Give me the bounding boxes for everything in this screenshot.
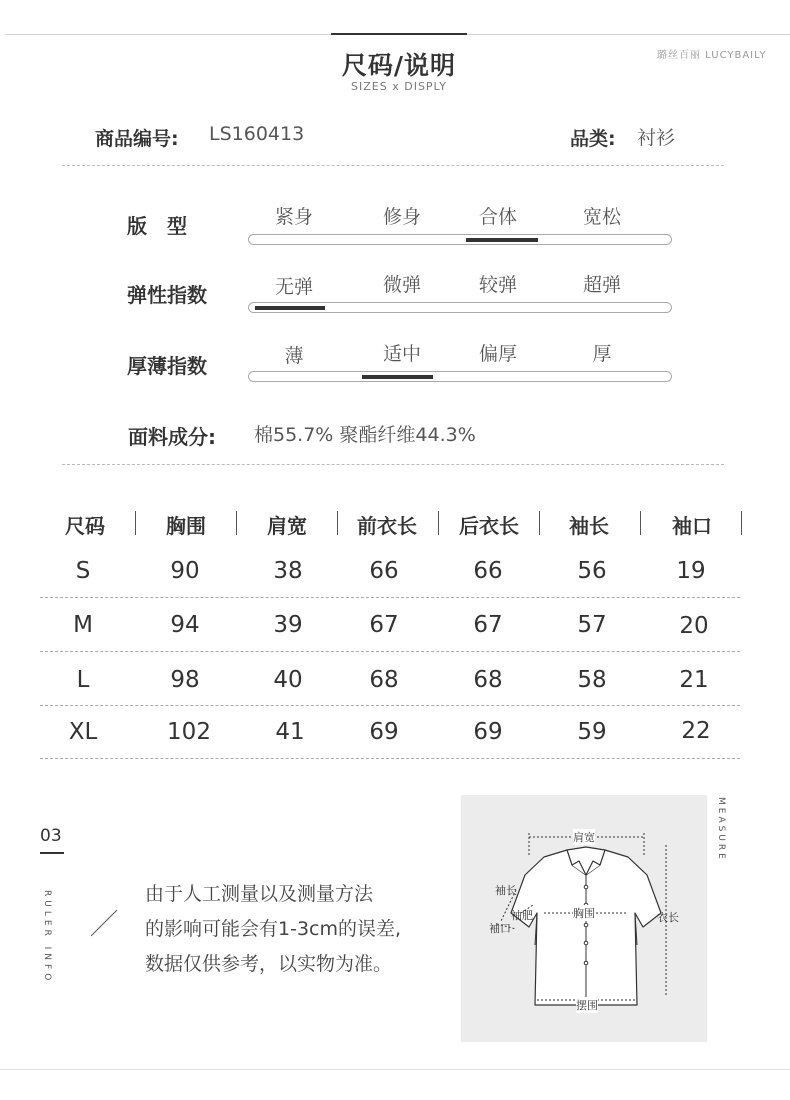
elasticity-label: 弹性指数	[127, 283, 207, 307]
table-cell: 40	[273, 667, 303, 693]
fit-scale-marker	[466, 238, 538, 242]
measure-label: MEASURE	[716, 797, 726, 862]
category-value: 衬衫	[637, 127, 676, 149]
ruler-info-label: RULER INFO	[42, 890, 52, 985]
brand-label: 璐丝百丽 LUCYBAILY	[657, 50, 767, 61]
fabric-composition: 棉55.7% 聚酯纤维44.3%	[254, 424, 476, 446]
table-cell: 22	[681, 718, 711, 744]
table-header-cell: 胸围	[166, 514, 206, 538]
table-cell-size: M	[73, 612, 93, 638]
column-separator	[236, 511, 237, 535]
column-separator	[640, 511, 641, 535]
table-cell: 41	[275, 719, 305, 745]
table-cell: 20	[679, 613, 709, 639]
thickness-scale-marker	[362, 375, 433, 379]
meta-divider	[62, 165, 724, 166]
thickness-option: 薄	[284, 345, 304, 367]
page-title: 尺码/说明	[341, 51, 457, 80]
table-header-cell: 尺码	[65, 514, 105, 538]
sleeve-length-label: 袖长	[495, 884, 517, 897]
elasticity-option: 较弹	[478, 274, 517, 296]
product-code-value: LS160413	[209, 123, 305, 145]
table-cell: 38	[273, 558, 303, 584]
fit-option: 宽松	[582, 206, 621, 228]
table-header-cell: 袖口	[672, 514, 712, 538]
table-cell: 39	[273, 612, 303, 638]
table-cell: 68	[369, 667, 399, 693]
elasticity-option: 微弹	[382, 274, 421, 296]
column-separator	[741, 511, 742, 535]
table-cell: 94	[170, 612, 200, 638]
page-subtitle: SIZES x DISPLY	[351, 80, 447, 93]
row-divider	[40, 705, 740, 706]
bottom-divider	[0, 1069, 790, 1070]
elasticity-option: 无弹	[274, 276, 313, 298]
table-cell-size: L	[76, 667, 90, 693]
table-cell: 90	[170, 558, 200, 584]
table-cell: 57	[577, 612, 607, 638]
table-cell: 69	[473, 719, 503, 745]
column-separator	[539, 511, 540, 535]
table-header-cell: 后衣长	[459, 514, 519, 538]
table-cell: 19	[676, 558, 706, 584]
column-separator	[337, 511, 338, 535]
thickness-option: 偏厚	[478, 343, 517, 365]
fit-option: 合体	[478, 206, 517, 228]
section-number: 03	[40, 826, 62, 846]
table-cell: 69	[369, 719, 399, 745]
product-code-label: 商品编号:	[95, 128, 179, 150]
table-cell: 21	[679, 667, 709, 693]
thickness-option: 适中	[382, 343, 421, 365]
table-cell: 98	[170, 667, 200, 693]
hem-label: 摆围	[576, 999, 598, 1012]
fit-option: 紧身	[274, 206, 313, 228]
length-label: 衣长	[657, 911, 679, 924]
note-line: 数据仅供参考，以实物为准。	[145, 953, 393, 975]
fabric-divider	[62, 464, 724, 465]
note-line: 由于人工测量以及测量方法	[145, 883, 374, 905]
row-divider	[40, 597, 740, 598]
table-cell: 102	[167, 719, 211, 745]
table-cell: 56	[577, 558, 607, 584]
fit-option: 修身	[382, 206, 421, 228]
row-divider	[40, 651, 740, 652]
sleeve-width-label: 袖肥	[511, 909, 533, 922]
elasticity-option: 超弹	[582, 274, 621, 296]
cuff-label: 袖口	[489, 922, 511, 935]
table-cell: 66	[473, 558, 503, 584]
column-separator	[438, 511, 439, 535]
thickness-option: 厚	[592, 343, 612, 365]
table-cell: 67	[473, 612, 503, 638]
chest-label: 胸围	[573, 907, 595, 920]
table-cell: 58	[577, 667, 607, 693]
elasticity-scale-track	[248, 302, 672, 313]
fabric-label: 面料成分:	[128, 425, 216, 449]
table-header-cell: 袖长	[569, 514, 609, 538]
thickness-scale-track	[248, 371, 672, 382]
title-accent-bar	[331, 33, 467, 35]
category-label: 品类:	[570, 128, 616, 150]
slash-decoration-icon	[89, 908, 119, 938]
measurement-diagram	[461, 795, 707, 1042]
section-number-underline	[40, 852, 64, 854]
table-cell: 66	[369, 558, 399, 584]
table-header-cell: 肩宽	[267, 514, 307, 538]
table-cell: 59	[577, 719, 607, 745]
table-cell-size: S	[75, 558, 91, 584]
table-header-cell: 前衣长	[357, 514, 417, 538]
column-separator	[135, 511, 136, 535]
note-line: 的影响可能会有1-3cm的误差,	[145, 918, 402, 940]
row-divider	[40, 758, 740, 759]
elasticity-scale-marker	[255, 306, 325, 310]
shoulder-width-label: 肩宽	[573, 831, 595, 844]
table-cell: 67	[369, 612, 399, 638]
fit-scale-track	[248, 234, 672, 245]
fit-label: 版 型	[127, 214, 187, 238]
thickness-label: 厚薄指数	[127, 354, 207, 378]
table-cell-size: XL	[68, 719, 98, 745]
table-cell: 68	[473, 667, 503, 693]
